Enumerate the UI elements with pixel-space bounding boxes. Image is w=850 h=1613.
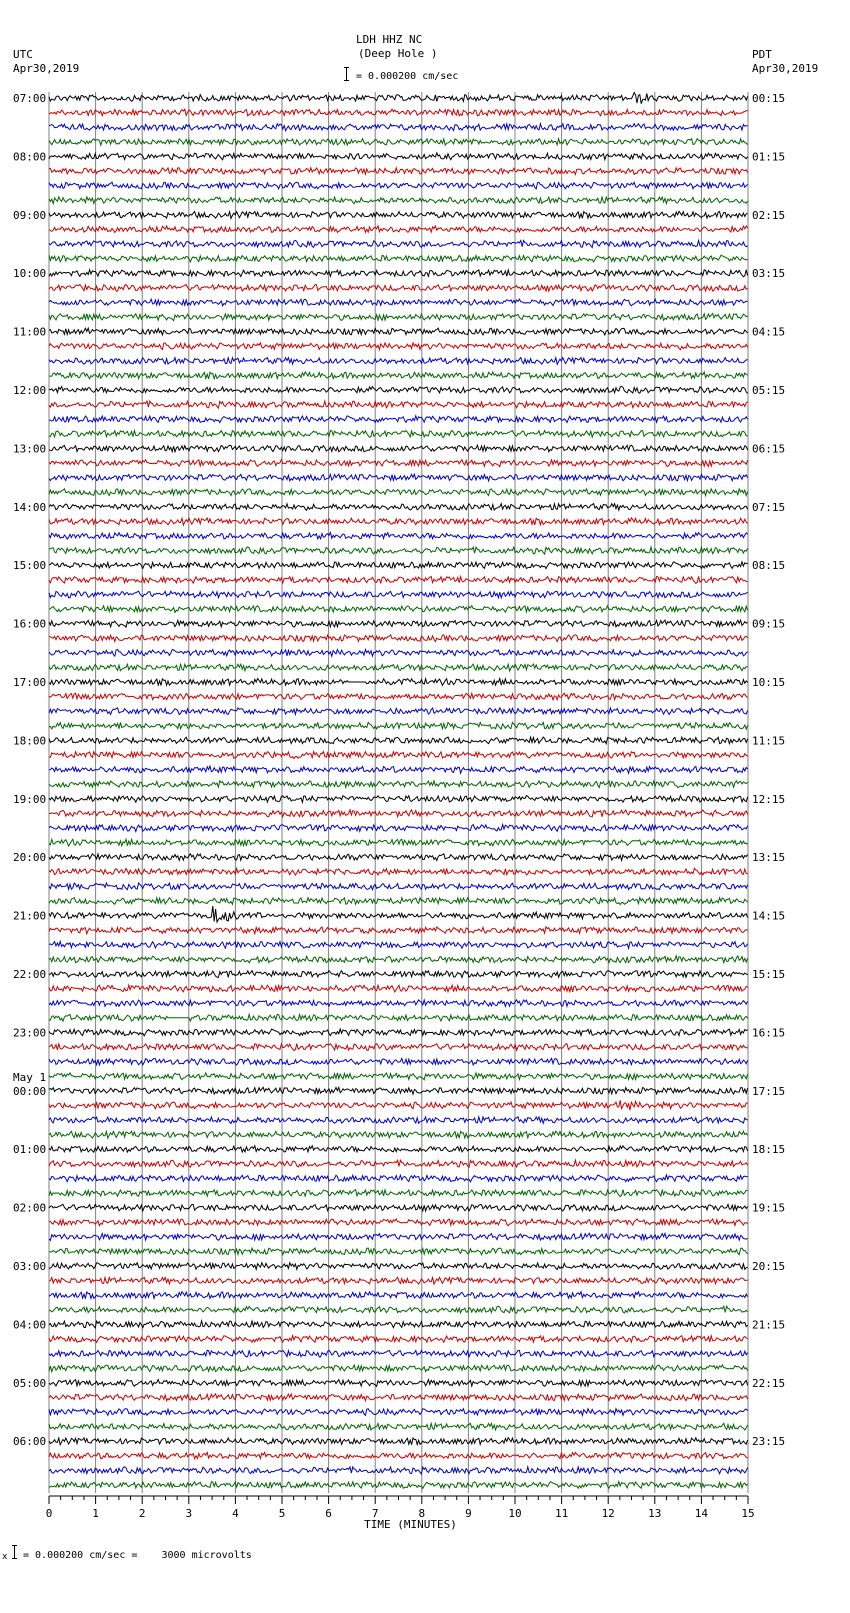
- trace-line: [49, 1087, 748, 1094]
- trace-line: [49, 430, 748, 437]
- utc-hour-label: 19:00: [13, 792, 47, 806]
- trace-line: [49, 1321, 748, 1328]
- trace-line: [49, 139, 748, 146]
- utc-hour-label: 04:00: [13, 1318, 47, 1332]
- trace-line: [49, 1409, 748, 1416]
- trace-line: [49, 562, 748, 569]
- trace-line: [49, 650, 748, 657]
- trace-line: [49, 1100, 748, 1110]
- x-tick-label: 5: [278, 1507, 286, 1520]
- trace-line: [49, 386, 748, 393]
- pdt-hour-label: 15:15: [752, 968, 786, 981]
- trace-line: [49, 635, 748, 642]
- trace-line: [49, 255, 748, 262]
- utc-hour-label: 00:00: [13, 1084, 47, 1098]
- trace-line: [49, 168, 748, 175]
- trace-line: [49, 898, 748, 905]
- pdt-hour-label: 04:15: [752, 325, 786, 339]
- trace-line: [49, 576, 748, 583]
- trace-line: [49, 693, 748, 700]
- trace-line: [49, 518, 748, 525]
- pdt-hour-label: 13:15: [752, 851, 786, 865]
- trace-line: [49, 971, 748, 978]
- trace-line: [49, 93, 748, 104]
- x-tick-label: 13: [648, 1507, 662, 1520]
- trace-line: [49, 533, 748, 540]
- trace-line: [49, 1058, 748, 1065]
- utc-hour-label: 11:00: [13, 325, 47, 339]
- footer-marker: x: [2, 1552, 8, 1562]
- left-date: Apr30,2019: [13, 62, 80, 75]
- trace-line: [49, 1423, 748, 1430]
- trace-line: [49, 810, 748, 817]
- utc-hour-label: 14:00: [13, 500, 47, 514]
- trace-line: [49, 1394, 748, 1401]
- trace-line: [49, 1204, 748, 1211]
- x-tick-label: 11: [554, 1507, 569, 1520]
- trace-line: [49, 1219, 748, 1226]
- trace-line: [49, 956, 748, 963]
- pdt-hour-label: 02:15: [752, 208, 786, 222]
- x-tick-label: 15: [741, 1507, 755, 1520]
- pdt-hour-label: 08:15: [752, 559, 786, 573]
- trace-line: [49, 197, 748, 204]
- trace-line: [49, 109, 748, 116]
- pdt-hour-label: 12:15: [752, 792, 786, 806]
- trace-line: [49, 1190, 748, 1197]
- trace-line: [49, 1146, 748, 1153]
- utc-hour-label: 15:00: [13, 559, 47, 573]
- station-location: (Deep Hole ): [358, 47, 438, 60]
- pdt-hour-label: 18:15: [752, 1143, 786, 1157]
- trace-line: [49, 664, 748, 671]
- footer-scale-label: = 0.000200 cm/sec = 3000 microvolts: [23, 1550, 252, 1561]
- trace-line: [49, 416, 748, 423]
- trace-line: [49, 1044, 748, 1051]
- x-tick-label: 2: [138, 1507, 146, 1520]
- trace-line: [49, 796, 748, 803]
- trace-line: [49, 460, 748, 467]
- trace-line: [49, 270, 748, 277]
- pdt-hour-label: 09:15: [752, 617, 786, 631]
- station-title: LDH HHZ NC: [356, 33, 423, 46]
- trace-line: [49, 985, 748, 992]
- utc-hour-label: 21:00: [13, 909, 47, 923]
- trace-line: [49, 314, 748, 321]
- trace-line: [49, 906, 748, 922]
- x-tick-label: 3: [185, 1507, 193, 1520]
- trace-line: [49, 942, 748, 949]
- trace-line: [49, 401, 748, 408]
- trace-line: [49, 285, 748, 292]
- utc-hour-label: 03:00: [13, 1260, 47, 1273]
- trace-line: [49, 240, 748, 247]
- date-change-label: May 1: [13, 1070, 47, 1084]
- left-timezone: UTC: [13, 48, 33, 61]
- x-tick-label: 0: [45, 1507, 53, 1520]
- trace-line: [49, 547, 748, 554]
- trace-line: [49, 1263, 748, 1270]
- x-tick-label: 4: [232, 1507, 239, 1520]
- x-tick-label: 14: [694, 1507, 709, 1520]
- pdt-hour-label: 06:15: [752, 442, 786, 456]
- trace-line: [49, 328, 748, 335]
- utc-hour-label: 02:00: [13, 1201, 47, 1215]
- pdt-hour-label: 17:15: [752, 1084, 786, 1098]
- trace-line: [49, 1131, 748, 1138]
- trace-line: [49, 504, 748, 511]
- trace-line: [49, 489, 748, 496]
- trace-line: [49, 1175, 748, 1182]
- trace-line: [49, 1248, 748, 1255]
- utc-hour-label: 09:00: [13, 208, 47, 222]
- pdt-hour-label: 21:15: [752, 1318, 786, 1332]
- pdt-hour-label: 11:15: [752, 734, 786, 748]
- trace-line: [49, 1014, 748, 1021]
- trace-line: [49, 766, 748, 773]
- trace-line: [49, 1365, 748, 1372]
- trace-line: [49, 124, 748, 131]
- trace-line: [49, 1467, 748, 1474]
- trace-line: [49, 722, 748, 729]
- trace-line: [49, 708, 748, 715]
- right-timezone: PDT: [752, 48, 772, 61]
- x-tick-label: 7: [371, 1507, 379, 1520]
- trace-line: [49, 1160, 748, 1167]
- trace-line: [49, 1277, 748, 1284]
- trace-line: [49, 868, 748, 875]
- utc-hour-label: 07:00: [13, 92, 47, 105]
- utc-hour-label: 20:00: [13, 851, 47, 865]
- x-tick-label: 10: [508, 1507, 522, 1520]
- trace-line: [49, 752, 748, 759]
- trace-line: [49, 226, 748, 233]
- trace-line: [49, 1029, 748, 1036]
- utc-hour-label: 05:00: [13, 1376, 47, 1390]
- pdt-hour-label: 01:15: [752, 150, 786, 164]
- trace-line: [49, 1380, 748, 1387]
- utc-hour-label: 16:00: [13, 617, 47, 631]
- pdt-hour-label: 20:15: [752, 1260, 786, 1273]
- trace-line: [49, 883, 748, 890]
- trace-line: [49, 606, 748, 613]
- trace-line: [49, 1117, 748, 1124]
- trace-line: [49, 1306, 748, 1313]
- pdt-hour-label: 22:15: [752, 1376, 786, 1390]
- utc-hour-label: 06:00: [13, 1435, 47, 1449]
- x-tick-label: 8: [418, 1507, 426, 1520]
- trace-line: [49, 839, 748, 846]
- pdt-hour-label: 07:15: [752, 500, 786, 514]
- trace-line: [49, 1350, 748, 1357]
- trace-line: [49, 1292, 748, 1299]
- trace-line: [49, 1452, 748, 1459]
- trace-line: [49, 211, 748, 218]
- trace-line: [49, 299, 748, 306]
- pdt-hour-label: 23:15: [752, 1435, 786, 1449]
- pdt-hour-label: 03:15: [752, 267, 786, 281]
- trace-line: [49, 445, 748, 452]
- trace-line: [49, 737, 748, 744]
- x-tick-label: 6: [325, 1507, 332, 1520]
- x-tick-label: 9: [465, 1507, 472, 1520]
- utc-hour-label: 08:00: [13, 150, 47, 164]
- utc-hour-label: 13:00: [13, 442, 47, 456]
- right-date: Apr30,2019: [752, 62, 819, 75]
- scale-label: = 0.000200 cm/sec: [356, 71, 459, 82]
- trace-line: [49, 372, 748, 379]
- x-tick-label: 12: [601, 1507, 615, 1520]
- trace-line: [49, 1073, 748, 1080]
- trace-line: [49, 1336, 748, 1343]
- trace-line: [49, 343, 748, 350]
- pdt-hour-label: 14:15: [752, 909, 786, 923]
- pdt-hour-label: 05:15: [752, 384, 786, 397]
- trace-line: [49, 854, 748, 861]
- trace-line: [49, 1000, 748, 1007]
- x-axis-title: TIME (MINUTES): [364, 1518, 457, 1531]
- trace-line: [49, 153, 748, 160]
- trace-line: [49, 781, 748, 788]
- pdt-hour-label: 19:15: [752, 1201, 786, 1215]
- utc-hour-label: 22:00: [13, 968, 47, 981]
- pdt-hour-label: 00:15: [752, 92, 786, 105]
- trace-line: [49, 182, 748, 189]
- trace-line: [49, 358, 748, 365]
- pdt-hour-label: 16:15: [752, 1026, 786, 1040]
- trace-line: [49, 1482, 748, 1489]
- x-tick-label: 1: [92, 1507, 99, 1520]
- utc-hour-label: 10:00: [13, 267, 47, 281]
- utc-hour-label: 12:00: [13, 384, 47, 397]
- trace-line: [49, 620, 748, 627]
- trace-line: [49, 679, 748, 686]
- utc-hour-label: 17:00: [13, 676, 47, 689]
- pdt-hour-label: 10:15: [752, 676, 786, 689]
- trace-line: [49, 474, 748, 481]
- trace-line: [49, 825, 748, 832]
- utc-hour-label: 23:00: [13, 1026, 47, 1040]
- trace-line: [49, 591, 748, 598]
- trace-line: [49, 927, 748, 934]
- utc-hour-label: 18:00: [13, 734, 47, 748]
- trace-line: [49, 1438, 748, 1445]
- footer-scale-bar-icon: [12, 1545, 17, 1559]
- trace-line: [49, 1233, 748, 1240]
- utc-hour-label: 01:00: [13, 1143, 47, 1157]
